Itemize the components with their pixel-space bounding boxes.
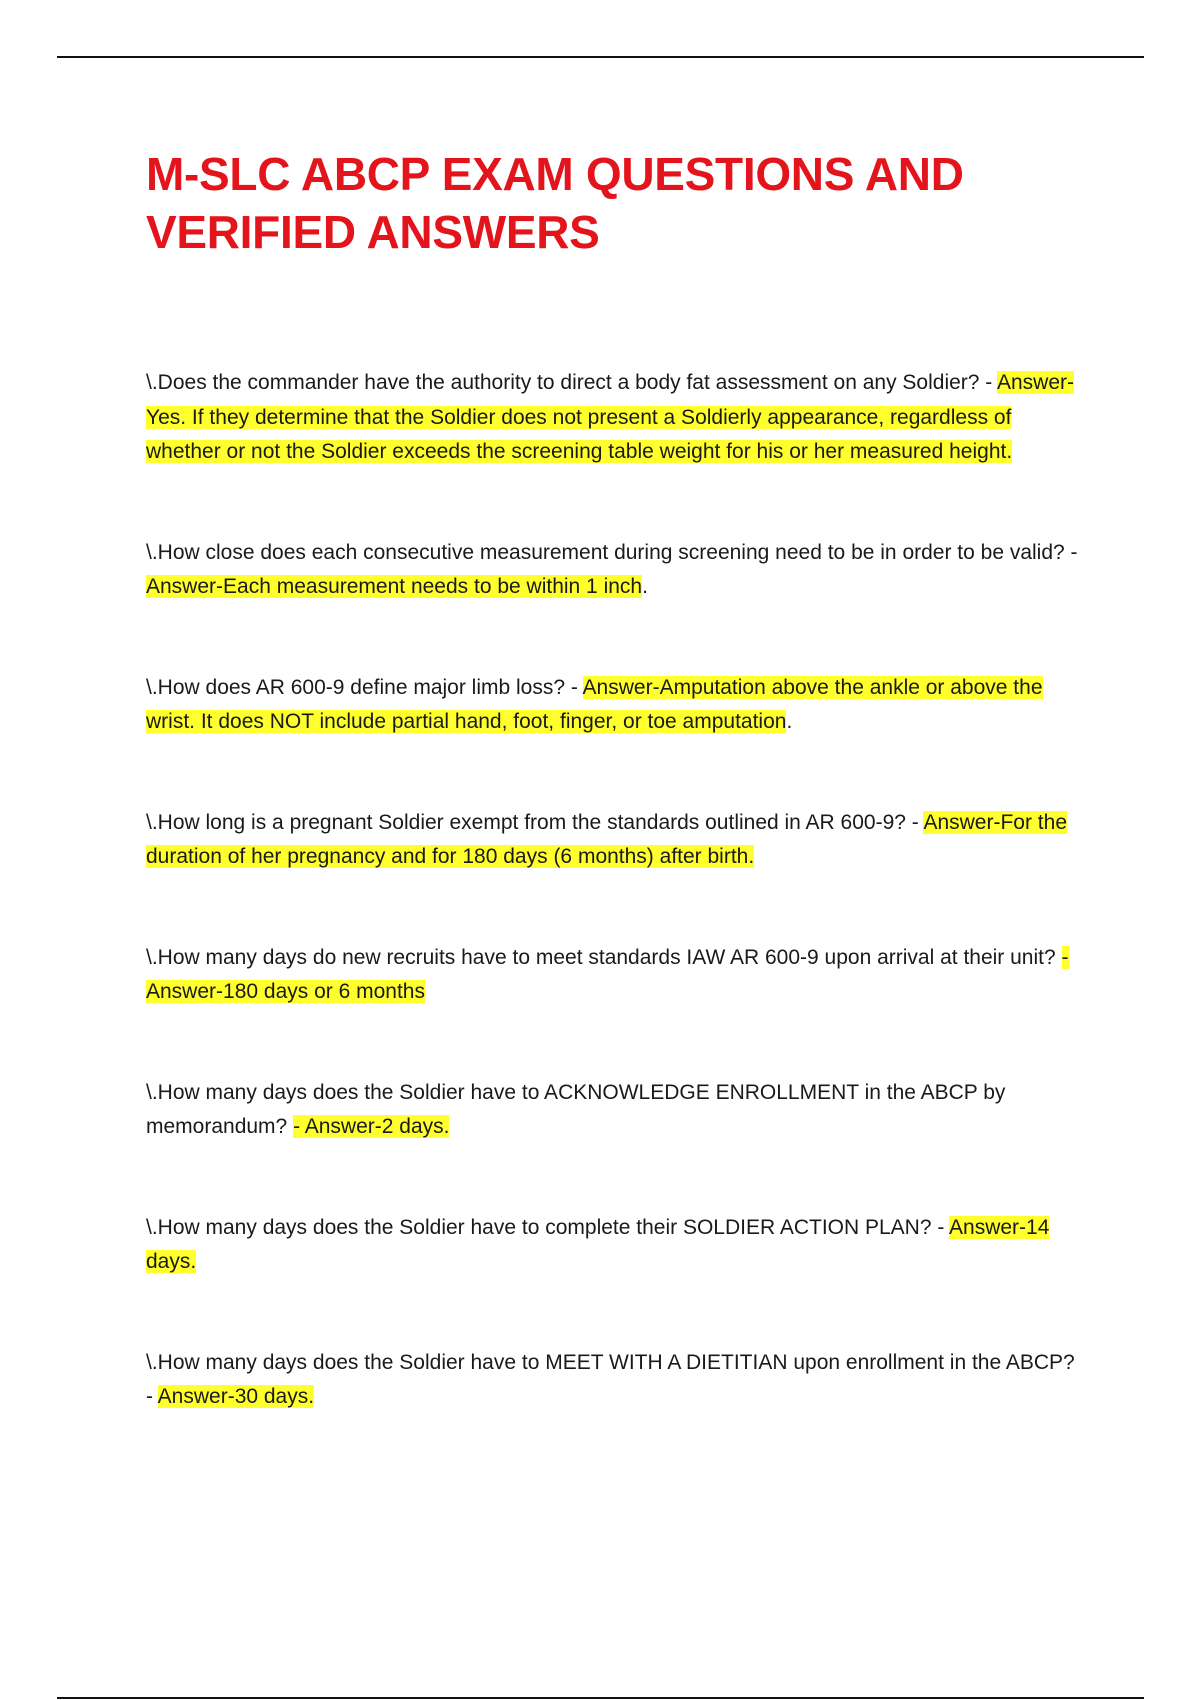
question-text: \.How long is a pregnant Soldier exempt from the standards outlined in AR 600-9? -	[146, 810, 924, 834]
question-text: \.How many days do new recruits have to meet standards IAW AR 600-9 upon arrival at their unit?	[146, 945, 1062, 969]
answer-text: Answer-30 days.	[157, 1385, 315, 1408]
qa-item	[146, 1076, 1086, 1145]
answer-text: Answer-14 days.	[146, 1215, 1050, 1273]
qa-item	[146, 1211, 1086, 1280]
answer-trail: .	[642, 575, 648, 598]
qa-item	[146, 806, 1086, 875]
qa-item	[146, 1346, 1086, 1415]
answer-text: Answer-Each measurement needs to be within 1 inch	[146, 575, 643, 598]
qa-list	[146, 366, 1086, 1481]
answer-text: - Answer-2 days.	[293, 1115, 450, 1138]
question-text: \.Does the commander have the authority to direct a body fat assessment on any Soldier? -	[146, 371, 997, 394]
answer-text: Answer-Amputation above the ankle or above the wrist. It does NOT include partial hand, foot, finger, or toe amputation	[146, 675, 1043, 733]
question-text: \.How does AR 600-9 define major limb loss? -	[146, 675, 583, 699]
bottom-rule	[57, 1697, 1144, 1699]
question-text: \.How many days does the Soldier have to complete their SOLDIER ACTION PLAN? -	[146, 1215, 950, 1239]
answer-text: Answer-Yes. If they determine that the Soldier does not present a Soldierly appearance, regardless of whether or not the Soldier exceeds the screening table weight for his or her measured height.	[146, 371, 1074, 463]
document-title: M-SLC ABCP EXAM QUESTIONS AND VERIFIED ANSWERS	[146, 148, 964, 258]
qa-item	[146, 366, 1086, 470]
answer-text: - Answer-180 days or 6 months	[146, 945, 1069, 1003]
question-text: \.How close does each consecutive measurement during screening need to be in order to be valid? -	[146, 540, 1078, 564]
question-text: \.How many days does the Soldier have to MEET WITH A DIETITIAN upon enrollment in the ABCP? -	[146, 1350, 1075, 1408]
qa-item	[146, 536, 1086, 605]
qa-item	[146, 671, 1086, 740]
question-text: \.How many days does the Soldier have to ACKNOWLEDGE ENROLLMENT in the ABCP by memorandum?	[146, 1080, 1006, 1138]
qa-item	[146, 941, 1086, 1010]
top-rule	[57, 56, 1144, 58]
answer-trail: .	[786, 710, 793, 733]
answer-text: Answer-For the duration of her pregnancy and for 180 days (6 months) after birth.	[146, 810, 1067, 868]
